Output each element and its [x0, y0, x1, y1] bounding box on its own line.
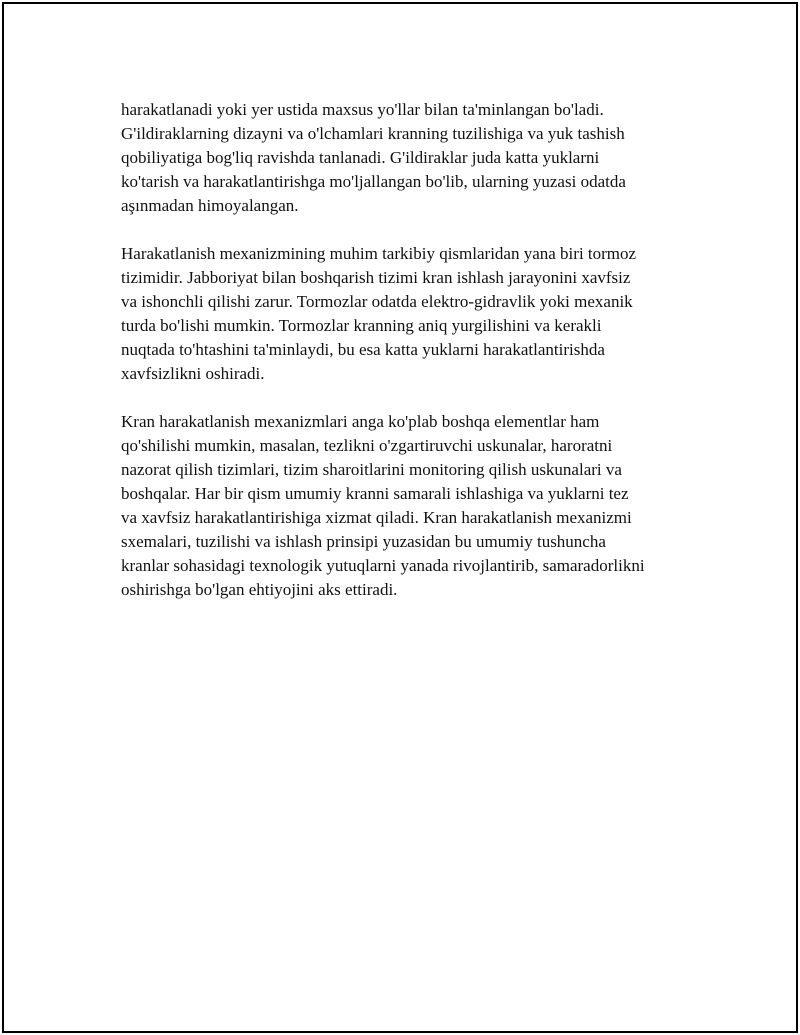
text-line: va xavfsiz harakatlantirishiga xizmat qiladi. Kran harakatlanish mexanizmi: [121, 508, 632, 527]
text-line: qobiliyatiga bog'liq ravishda tanlanadi. G'ildiraklar juda katta yuklarni: [121, 148, 600, 167]
text-line: sxemalari, tuzilishi va ishlash prinsipi yuzasidan bu umumiy tushuncha: [121, 532, 606, 551]
text-line: kranlar sohasidagi texnologik yutuqlarni yanada rivojlantirib, samaradorlikni: [121, 556, 645, 575]
document-body: [121, 98, 701, 626]
text-line: harakatlanadi yoki yer ustida maxsus yo'llar bilan ta'minlangan bo'ladi.: [121, 100, 604, 119]
text-line: tizimidir. Jabboriyat bilan boshqarish tizimi kran ishlash jarayonini xavfsiz: [121, 268, 631, 287]
text-line: oshirishga bo'lgan ehtiyojini aks ettiradi.: [121, 580, 398, 599]
text-line: qo'shilishi mumkin, masalan, tezlikni o'zgartiruvchi uskunalar, haroratni: [121, 436, 613, 455]
text-line: va ishonchli qilishi zarur. Tormozlar odatda elektro-gidravlik yoki mexanik: [121, 292, 633, 311]
text-line: xavfsizlikni oshiradi.: [121, 364, 265, 383]
paragraph-1: [121, 98, 701, 218]
text-line: nuqtada to'htashini ta'minlaydi, bu esa katta yuklarni harakatlantirishda: [121, 340, 605, 359]
text-line: Harakatlanish mexanizmining muhim tarkibiy qismlaridan yana biri tormoz: [121, 244, 637, 263]
paragraph-3: [121, 410, 701, 602]
text-line: G'ildiraklarning dizayni va o'lchamlari kranning tuzilishiga va yuk tashish: [121, 124, 625, 143]
page-frame: [2, 2, 798, 1033]
text-line: turda bo'lishi mumkin. Tormozlar kranning aniq yurgilishini va kerakli: [121, 316, 602, 335]
text-line: ko'tarish va harakatlantirishga mo'ljallangan bo'lib, ularning yuzasi odatda: [121, 172, 626, 191]
text-line: aşınmadan himoyalangan.: [121, 196, 299, 215]
text-line: boshqalar. Har bir qism umumiy kranni samarali ishlashiga va yuklarni tez: [121, 484, 629, 503]
text-line: Kran harakatlanish mexanizmlari anga ko'plab boshqa elementlar ham: [121, 412, 600, 431]
paragraph-2: [121, 242, 701, 386]
text-line: nazorat qilish tizimlari, tizim sharoitlarini monitoring qilish uskunalari va: [121, 460, 622, 479]
